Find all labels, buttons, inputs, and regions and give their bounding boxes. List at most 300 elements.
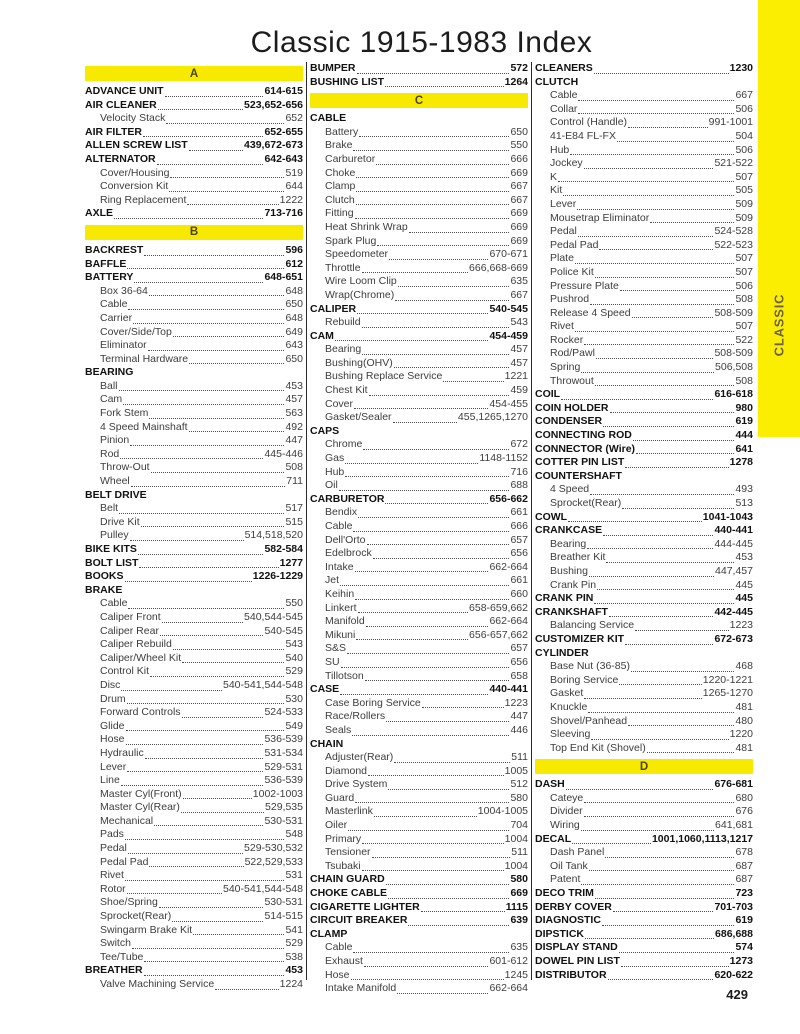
entry-label: Shoe/Spring <box>100 896 158 909</box>
entry-pages: 529-531 <box>264 760 303 773</box>
index-subentry <box>310 561 528 575</box>
entry-pages: 656-662 <box>489 492 528 505</box>
entry-label: CHAIN <box>310 737 344 750</box>
dot-leader <box>594 73 729 74</box>
entry-pages: 504 <box>735 129 753 142</box>
entry-pages: 444 <box>735 429 753 442</box>
entry-pages: 521-522 <box>714 157 753 170</box>
entry-pages: 543 <box>285 638 303 651</box>
dot-leader <box>356 191 509 192</box>
index-subentry <box>310 262 528 276</box>
index-subentry <box>85 679 303 693</box>
dot-leader <box>145 758 264 759</box>
dot-leader <box>578 236 714 237</box>
index-subentry <box>310 438 528 452</box>
index-entry <box>85 366 303 380</box>
entry-label: Brake <box>325 139 353 152</box>
entry-pages: 445-446 <box>264 447 303 460</box>
dot-leader <box>151 472 285 473</box>
index-subentry <box>310 506 528 520</box>
entry-label: Gasket <box>550 687 584 700</box>
entry-label: Cam <box>100 393 123 406</box>
entry-label: Carrier <box>100 311 133 324</box>
dot-leader <box>126 744 264 745</box>
dot-leader <box>633 440 735 441</box>
entry-label: Diamond <box>325 764 368 777</box>
entry-pages: 440-441 <box>489 683 528 696</box>
dot-leader <box>189 431 285 432</box>
entry-label: Speedometer <box>325 248 389 261</box>
entry-pages: 704 <box>510 819 528 832</box>
index-subentry <box>85 842 303 856</box>
index-subentry <box>535 565 753 579</box>
index-entry <box>310 303 528 317</box>
index-subentry <box>310 411 528 425</box>
dot-leader <box>345 476 509 477</box>
index-subentry <box>85 693 303 707</box>
entry-pages: 540 <box>285 651 303 664</box>
index-subentry <box>310 370 528 384</box>
entry-pages: 515 <box>285 515 303 528</box>
section-header-d: D <box>535 759 753 774</box>
entry-label: Eliminator <box>100 339 147 352</box>
dot-leader <box>353 952 509 953</box>
entry-pages: 540,544-545 <box>244 610 303 623</box>
index-subentry <box>310 765 528 779</box>
index-subentry <box>310 833 528 847</box>
dot-leader <box>647 752 735 753</box>
entry-label: ALLEN SCREW LIST <box>85 139 188 152</box>
entry-label: Ring Replacement <box>100 193 187 206</box>
dot-leader <box>149 866 243 867</box>
entry-pages: 506 <box>735 279 753 292</box>
dot-leader <box>182 717 264 718</box>
index-subentry <box>85 788 303 802</box>
entry-pages: 662-664 <box>489 560 528 573</box>
entry-pages: 519 <box>285 166 303 179</box>
index-entry <box>535 778 753 792</box>
entry-pages: 658 <box>510 669 528 682</box>
entry-label: Box 36-64 <box>100 284 148 297</box>
entry-pages: 508-509 <box>714 306 753 319</box>
entry-label: Tee/Tube <box>100 950 144 963</box>
entry-label: BELT DRIVE <box>85 488 147 501</box>
entry-pages: 661 <box>510 506 528 519</box>
entry-pages: 650 <box>510 125 528 138</box>
entry-pages: 447,457 <box>715 564 753 577</box>
dot-leader <box>127 893 222 894</box>
entry-pages: 669 <box>510 887 528 900</box>
index-entry <box>310 914 528 928</box>
dot-leader <box>354 408 488 409</box>
dot-leader <box>584 344 734 345</box>
dot-leader <box>595 385 735 386</box>
entry-pages: 643 <box>285 339 303 352</box>
dot-leader <box>341 667 510 668</box>
entry-label: Belt <box>100 502 119 515</box>
entry-label: CARBURETOR <box>310 492 385 505</box>
dot-leader <box>160 635 264 636</box>
index-entry <box>535 592 753 606</box>
dot-leader <box>357 73 510 74</box>
entry-label: COWL <box>535 510 568 523</box>
index-subentry <box>535 860 753 874</box>
entry-label: CONNECTING ROD <box>535 429 632 442</box>
index-subentry <box>85 421 303 435</box>
entry-label: Bushing(OHV) <box>325 356 393 369</box>
index-subentry <box>310 248 528 262</box>
index-subentry <box>310 710 528 724</box>
entry-pages: 657 <box>510 533 528 546</box>
dot-leader <box>606 562 734 563</box>
index-subentry <box>85 761 303 775</box>
index-subentry <box>535 846 753 860</box>
entry-label: Pedal Pad <box>550 238 599 251</box>
entry-pages: 457 <box>510 343 528 356</box>
index-entry <box>85 244 303 258</box>
entry-label: COTTER PIN LIST <box>535 456 625 469</box>
entry-label: Release 4 Speed <box>550 306 631 319</box>
dot-leader <box>398 286 510 287</box>
index-subentry <box>85 720 303 734</box>
index-subentry <box>310 805 528 819</box>
entry-label: Control (Handle) <box>550 116 628 129</box>
entry-pages: 616-618 <box>714 388 753 401</box>
dot-leader <box>587 548 713 549</box>
entry-pages: 661 <box>510 574 528 587</box>
index-subentry <box>310 357 528 371</box>
entry-pages: 1230 <box>729 62 753 74</box>
entry-pages: 524-533 <box>264 706 303 719</box>
index-subentry <box>310 139 528 153</box>
entry-pages: 529 <box>285 937 303 950</box>
index-subentry <box>85 326 303 340</box>
entry-pages: 1221 <box>504 370 528 383</box>
entry-pages: 543 <box>510 316 528 329</box>
dot-leader <box>173 649 285 650</box>
index-entry <box>535 647 753 661</box>
entry-label: Rod <box>100 447 120 460</box>
dot-leader <box>443 381 503 382</box>
entry-label: Terminal Hardware <box>100 352 189 365</box>
entry-label: Rod/Pawl <box>550 347 595 360</box>
dot-leader <box>119 390 285 391</box>
entry-pages: 506 <box>735 143 753 156</box>
dot-leader <box>568 521 702 522</box>
entry-pages: 1278 <box>729 456 753 469</box>
entry-pages: 1004-1005 <box>477 805 528 818</box>
entry-pages: 676-681 <box>714 778 753 791</box>
dot-leader <box>356 177 509 178</box>
entry-label: CLAMP <box>310 927 348 940</box>
index-subentry <box>535 483 753 497</box>
entry-label: CONDENSER <box>535 415 603 428</box>
entry-pages: 522-523 <box>714 238 753 251</box>
dot-leader <box>132 948 285 949</box>
entry-label: Top End Kit (Shovel) <box>550 741 646 754</box>
entry-pages: 514-515 <box>264 910 303 923</box>
index-subentry <box>310 479 528 493</box>
index-subentry <box>310 615 528 629</box>
dot-leader <box>572 843 651 844</box>
index-subentry <box>310 629 528 643</box>
index-entry <box>535 901 753 915</box>
dot-leader <box>143 136 263 137</box>
entry-label: Wire Loom Clip <box>325 275 397 288</box>
entry-label: Caliper Rear <box>100 624 159 637</box>
entry-label: Drive System <box>325 778 388 791</box>
index-entry <box>535 524 753 538</box>
dot-leader <box>566 789 714 790</box>
entry-pages: 680 <box>735 791 753 804</box>
entry-pages: 493 <box>735 483 753 496</box>
index-subentry <box>85 951 303 965</box>
entry-label: Police Kit <box>550 265 594 278</box>
index-subentry <box>85 194 303 208</box>
entry-label: CIRCUIT BREAKER <box>310 914 408 927</box>
entry-pages: 670-671 <box>489 248 528 261</box>
dot-leader <box>605 857 734 858</box>
section-header-b: B <box>85 225 303 240</box>
page-number: 429 <box>726 987 748 1002</box>
entry-label: Manifold <box>325 615 365 628</box>
dot-leader <box>386 884 510 885</box>
dot-leader <box>154 825 263 826</box>
dot-leader <box>368 775 504 776</box>
dot-leader <box>339 490 510 491</box>
entry-pages: 574 <box>735 941 753 954</box>
entry-label: Dash Panel <box>550 846 605 859</box>
entry-pages: 530-531 <box>264 814 303 827</box>
dot-leader <box>128 309 284 310</box>
index-column-2 <box>310 62 528 996</box>
entry-pages: 1224 <box>279 978 303 990</box>
entry-pages: 481 <box>735 700 753 713</box>
index-entry <box>85 557 303 571</box>
entry-pages: 468 <box>735 660 753 673</box>
dot-leader <box>589 870 735 871</box>
entry-pages: 563 <box>285 407 303 420</box>
entry-pages: 572 <box>510 62 528 74</box>
dot-leader <box>575 331 735 332</box>
entry-pages: 678 <box>735 846 753 859</box>
dot-leader <box>588 712 734 713</box>
dot-leader <box>119 513 284 514</box>
entry-pages: 649 <box>285 325 303 338</box>
entry-label: S&S <box>325 642 347 655</box>
index-entry <box>310 683 528 697</box>
entry-pages: 644 <box>285 180 303 193</box>
index-subentry <box>535 792 753 806</box>
entry-pages: 1115 <box>505 900 528 913</box>
entry-pages: 444-445 <box>714 537 753 550</box>
dot-leader <box>578 100 734 101</box>
index-subentry <box>535 130 753 144</box>
index-subentry <box>85 475 303 489</box>
entry-label: Boring Service <box>550 673 619 686</box>
entry-label: Cable <box>325 941 353 954</box>
entry-label: Rivet <box>550 320 574 333</box>
index-subentry <box>310 969 528 983</box>
entry-label: BREATHER <box>85 964 143 977</box>
index-entry <box>310 76 528 90</box>
entry-label: Cable <box>325 520 353 532</box>
dot-leader <box>409 232 510 233</box>
index-entry <box>310 928 528 942</box>
dot-leader <box>650 222 734 223</box>
index-entry <box>310 62 528 76</box>
index-subentry <box>310 724 528 738</box>
index-subentry <box>535 293 753 307</box>
dot-leader <box>345 463 478 464</box>
dot-leader <box>408 925 509 926</box>
entry-label: CONNECTOR (Wire) <box>535 442 636 455</box>
index-subentry <box>535 307 753 321</box>
dot-leader <box>619 952 735 953</box>
entry-pages: 701-703 <box>714 900 753 913</box>
dot-leader <box>193 934 284 935</box>
entry-label: Case Boring Service <box>325 696 421 709</box>
entry-pages: 1148-1152 <box>479 452 528 465</box>
entry-pages: 676 <box>735 805 753 818</box>
entry-label: COUNTERSHAFT <box>535 469 622 482</box>
dot-leader <box>591 739 728 740</box>
entry-pages: 1005 <box>504 764 528 777</box>
dot-leader <box>362 843 503 844</box>
dot-leader <box>377 245 509 246</box>
index-subentry <box>310 384 528 398</box>
index-subentry <box>535 873 753 887</box>
dot-leader <box>352 735 509 736</box>
index-subentry <box>310 275 528 289</box>
index-subentry <box>535 375 753 389</box>
entry-pages: 549 <box>285 719 303 732</box>
entry-pages: 541 <box>285 923 303 936</box>
entry-label: Velocity Stack <box>100 112 166 125</box>
entry-pages: 620-622 <box>714 968 753 981</box>
entry-pages: 669 <box>510 234 528 247</box>
dot-leader <box>393 422 457 423</box>
index-subentry <box>535 334 753 348</box>
entry-label: Dell'Orto <box>325 533 366 546</box>
entry-pages: 656 <box>510 655 528 668</box>
index-subentry <box>310 656 528 670</box>
entry-pages: 652 <box>285 112 303 125</box>
entry-pages: 540-545 <box>264 624 303 637</box>
index-entry <box>85 964 303 978</box>
dot-leader <box>170 177 284 178</box>
entry-pages: 455,1265,1270 <box>457 411 528 424</box>
index-subentry <box>535 619 753 633</box>
entry-pages: 580 <box>510 791 528 804</box>
entry-pages: 509 <box>735 211 753 224</box>
dot-leader <box>130 540 244 541</box>
entry-pages: 612 <box>285 257 303 270</box>
index-subentry <box>535 347 753 361</box>
entry-pages: 445 <box>735 578 753 591</box>
index-subentry <box>310 289 528 303</box>
index-subentry <box>85 180 303 194</box>
dot-leader <box>169 191 284 192</box>
index-entry <box>310 738 528 752</box>
entry-label: DIPSTICK <box>535 927 585 940</box>
entry-label: Kit <box>550 184 563 197</box>
index-subentry <box>310 642 528 656</box>
entry-label: Line <box>100 774 120 787</box>
dot-leader <box>366 626 489 627</box>
dot-leader <box>355 599 509 600</box>
entry-label: Pushrod <box>550 293 590 306</box>
entry-pages: 511 <box>511 846 528 859</box>
entry-label: Rivet <box>100 869 124 882</box>
entry-pages: 540-545 <box>489 302 528 315</box>
entry-label: CALIPER <box>310 302 357 315</box>
dot-leader <box>595 277 735 278</box>
entry-label: Oiler <box>325 819 348 832</box>
entry-label: Jet <box>325 574 340 587</box>
entry-pages: 530 <box>285 692 303 705</box>
dot-leader <box>362 354 509 355</box>
entry-pages: 687 <box>735 873 753 886</box>
entry-pages: 666,668-669 <box>469 261 528 274</box>
entry-label: CRANK PIN <box>535 592 594 605</box>
index-entry <box>310 330 528 344</box>
entry-pages: 530-531 <box>264 896 303 909</box>
index-subentry <box>85 815 303 829</box>
index-subentry <box>310 221 528 235</box>
entry-label: Choke <box>325 166 356 179</box>
index-entry <box>535 429 753 443</box>
entry-pages: 481 <box>735 741 753 754</box>
dot-leader <box>130 445 284 446</box>
index-entry <box>85 153 303 167</box>
column-divider <box>531 62 532 980</box>
dot-leader <box>159 907 264 908</box>
dot-leader <box>365 680 510 681</box>
dot-leader <box>373 558 510 559</box>
entry-pages: 648-651 <box>264 271 303 284</box>
entry-pages: 453 <box>285 379 303 392</box>
classic-tab-label: CLASSIC <box>771 293 787 357</box>
entry-pages: 667 <box>510 288 528 301</box>
entry-label: DASH <box>535 778 565 791</box>
entry-label: Ball <box>100 379 118 392</box>
dot-leader <box>374 816 477 817</box>
entry-pages: 454-459 <box>489 329 528 342</box>
index-subentry <box>535 361 753 375</box>
index-subentry <box>535 660 753 674</box>
index-subentry <box>85 856 303 870</box>
dot-leader <box>120 458 263 459</box>
dot-leader <box>596 358 714 359</box>
entry-label: Pedal Pad <box>100 855 149 868</box>
dot-leader <box>356 204 510 205</box>
entry-pages: 667 <box>510 180 528 193</box>
index-subentry <box>310 343 528 357</box>
dot-leader <box>127 703 285 704</box>
entry-pages: 648 <box>285 284 303 297</box>
entry-pages: 517 <box>285 502 303 515</box>
entry-pages: 540-541,544-548 <box>223 882 303 895</box>
dot-leader <box>581 372 714 373</box>
entry-pages: 480 <box>735 714 753 727</box>
index-entry <box>85 271 303 285</box>
entry-pages: 523,652-656 <box>244 98 303 111</box>
index-subentry <box>310 452 528 466</box>
entry-label: Pedal <box>100 842 127 855</box>
entry-label: Sprocket(Rear) <box>100 910 172 923</box>
entry-label: Oil <box>325 479 338 492</box>
